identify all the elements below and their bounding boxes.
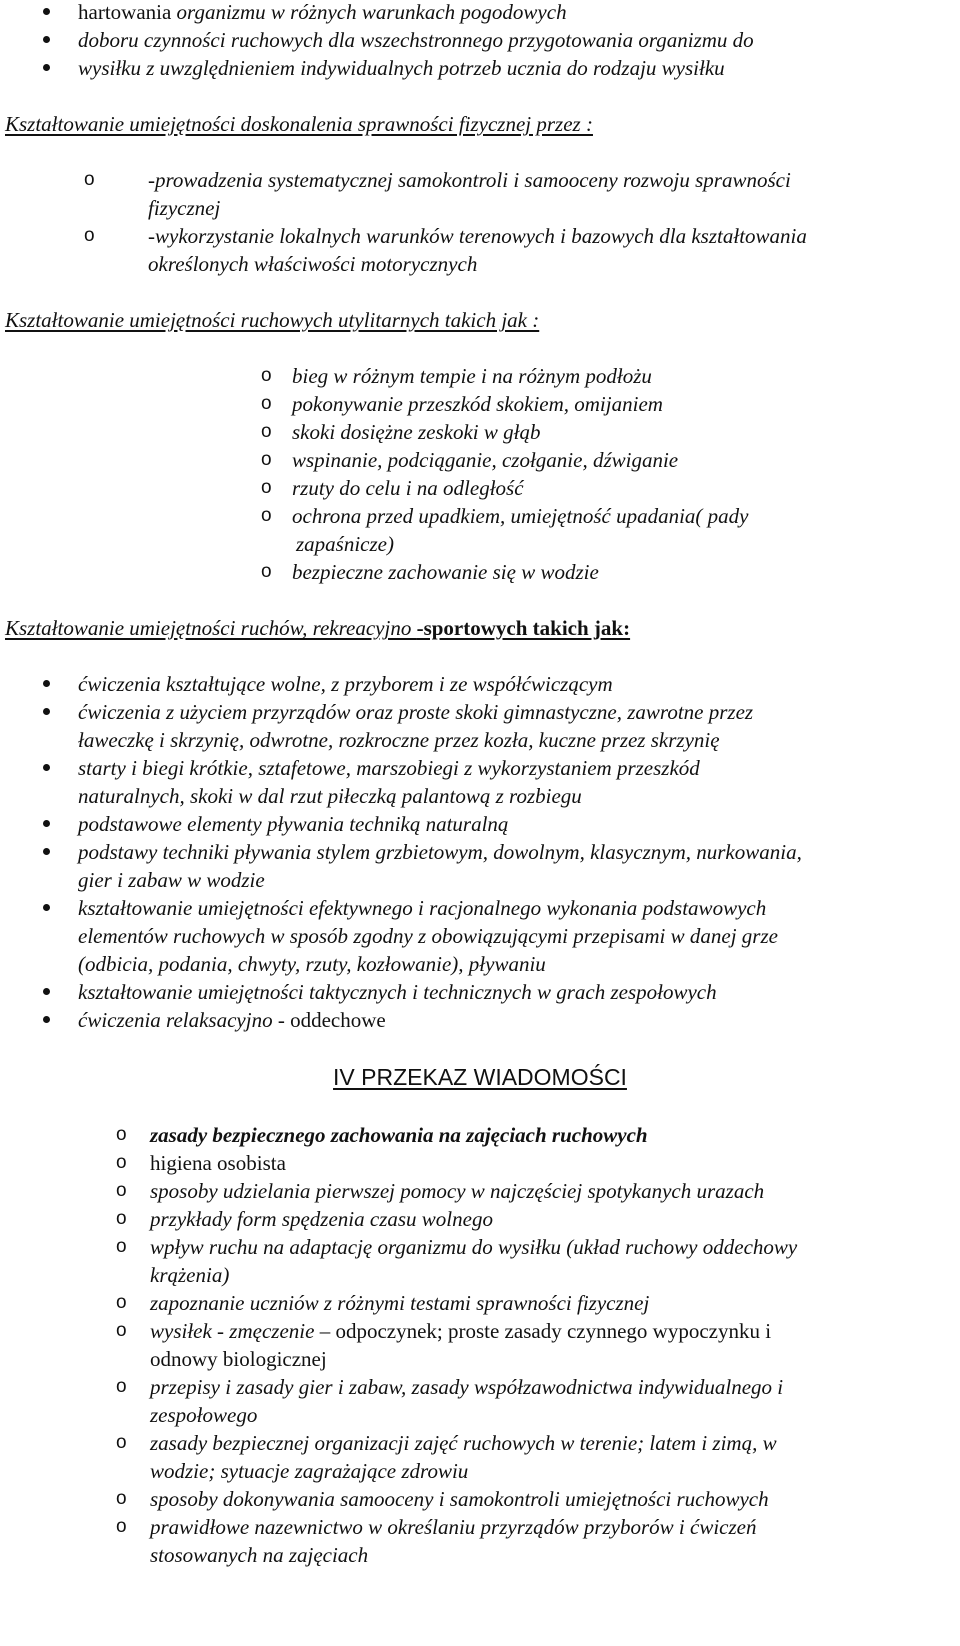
list-item: podstawowe elementy pływania techniką naturalną (78, 812, 509, 836)
circle-marker: o (116, 1180, 127, 1201)
list-item: zapoznanie uczniów z różnymi testami sprawności fizycznej (150, 1291, 650, 1315)
circle-marker: o (261, 449, 272, 470)
list-item-continuation: elementów ruchowych w sposób zgodny z obowiązującymi przepisami w danej grze (78, 924, 778, 948)
circle-marker: o (116, 1236, 127, 1257)
list-item: pokonywanie przeszkód skokiem, omijaniem (292, 392, 663, 416)
section-heading: Kształtowanie umiejętności doskonalenia sprawności fizycznej przez : (5, 112, 593, 136)
list-item: przepisy i zasady gier i zabaw, zasady współzawodnictwa indywidualnego i (150, 1375, 784, 1399)
circle-marker: o (261, 421, 272, 442)
bullet-dot (43, 988, 50, 995)
list-item: ochrona przed upadkiem, umiejętność upadania( pady (292, 504, 749, 528)
bullet-dot (43, 820, 50, 827)
list-item-continuation: stosowanych na zajęciach (150, 1543, 369, 1567)
list-item: zasady bezpiecznego zachowania na zajęciach ruchowych (150, 1123, 648, 1147)
circle-marker: o (261, 365, 272, 386)
list-item: ćwiczenia relaksacyjno - oddechowe (78, 1008, 386, 1032)
list-item: kształtowanie umiejętności efektywnego i racjonalnego wykonania podstawowych (78, 896, 767, 920)
list-item: -wykorzystanie lokalnych warunków terenowych i bazowych dla kształtowania (148, 224, 807, 248)
bullet-dot (43, 680, 50, 687)
circle-marker: o (116, 1432, 127, 1453)
circle-marker: o (116, 1152, 127, 1173)
list-item: higiena osobista (150, 1151, 286, 1175)
circle-marker: o (261, 505, 272, 526)
bullet-dot (43, 64, 50, 71)
list-item: zasady bezpiecznej organizacji zajęć ruchowych w terenie; latem i zimą, w (150, 1431, 777, 1455)
bullet-dot (43, 8, 50, 15)
bullet-dot (43, 904, 50, 911)
list-item: przykłady form spędzenia czasu wolnego (150, 1207, 493, 1231)
circle-marker: o (261, 477, 272, 498)
list-item-continuation: odnowy biologicznej (150, 1347, 327, 1371)
list-item-continuation: naturalnych, skoki w dal rzut piłeczką palantową z rozbiegu (78, 784, 582, 808)
list-item-continuation: zapaśnicze) (296, 532, 394, 556)
circle-marker: o (116, 1516, 127, 1537)
list-item: rzuty do celu i na odległość (292, 476, 524, 500)
list-item: starty i biegi krótkie, sztafetowe, marszobiegi z wykorzystaniem przeszkód (78, 756, 700, 780)
list-item-continuation: fizycznej (148, 196, 221, 220)
list-item: hartowania organizmu w różnych warunkach pogodowych (78, 0, 567, 24)
circle-marker: o (116, 1124, 127, 1145)
bullet-dot (43, 708, 50, 715)
list-item-continuation: wodzie; sytuacje zagrażające zdrowiu (150, 1459, 469, 1483)
list-item: skoki dosiężne zeskoki w głąb (292, 420, 541, 444)
list-item-continuation: (odbicia, podania, chwyty, rzuty, kozłowanie), pływaniu (78, 952, 546, 976)
list-item-continuation: krążenia) (150, 1263, 230, 1287)
list-item: doboru czynności ruchowych dla wszechstronnego przygotowania organizmu do (78, 28, 754, 52)
list-item: -prowadzenia systematycznej samokontroli i samooceny rozwoju sprawności (148, 168, 791, 192)
list-item: sposoby udzielania pierwszej pomocy w najczęściej spotykanych urazach (150, 1179, 765, 1203)
list-item: wspinanie, podciąganie, czołganie, dźwiganie (292, 448, 679, 472)
list-item: ćwiczenia z użyciem przyrządów oraz proste skoki gimnastyczne, zawrotne przez (78, 700, 754, 724)
list-item: bezpieczne zachowanie się w wodzie (292, 560, 599, 584)
list-item: prawidłowe nazewnictwo w określaniu przyrządów przyborów i ćwiczeń (150, 1515, 757, 1539)
circle-marker: o (84, 169, 95, 190)
section-heading: Kształtowanie umiejętności ruchów, rekreacyjno -sportowych takich jak: (5, 616, 631, 640)
bullet-dot (43, 36, 50, 43)
section-title: IV PRZEKAZ WIADOMOŚCI (333, 1064, 627, 1090)
circle-marker: o (84, 225, 95, 246)
list-item-continuation: wysiłku z uwzględnieniem indywidualnych potrzeb ucznia do rodzaju wysiłku (78, 56, 725, 80)
circle-marker: o (116, 1376, 127, 1397)
circle-marker: o (116, 1292, 127, 1313)
list-item: wpływ ruchu na adaptację organizmu do wysiłku (układ ruchowy oddechowy (150, 1235, 798, 1259)
list-item-continuation: gier i zabaw w wodzie (78, 868, 265, 892)
list-item: sposoby dokonywania samooceny i samokontroli umiejętności ruchowych (150, 1487, 769, 1511)
list-item-continuation: ławeczkę i skrzynię, odwrotne, rozkroczne przez kozła, kuczne przez skrzynię (78, 728, 720, 752)
circle-marker: o (261, 561, 272, 582)
bullet-dot (43, 848, 50, 855)
circle-marker: o (116, 1488, 127, 1509)
circle-marker: o (261, 393, 272, 414)
list-item: ćwiczenia kształtujące wolne, z przyborem i ze współćwiczącym (78, 672, 613, 696)
bullet-dot (43, 1016, 50, 1023)
list-item: podstawy techniki pływania stylem grzbietowym, dowolnym, klasycznym, nurkowania, (78, 840, 802, 864)
circle-marker: o (116, 1320, 127, 1341)
list-item-continuation: określonych właściwości motorycznych (148, 252, 478, 276)
list-item: kształtowanie umiejętności taktycznych i technicznych w grach zespołowych (78, 980, 717, 1004)
circle-marker: o (116, 1208, 127, 1229)
list-item: wysiłek - zmęczenie – odpoczynek; proste zasady czynnego wypoczynku i (150, 1319, 772, 1343)
list-item: bieg w różnym tempie i na różnym podłożu (292, 364, 652, 388)
list-item-continuation: zespołowego (150, 1403, 258, 1427)
bullet-dot (43, 764, 50, 771)
section-heading: Kształtowanie umiejętności ruchowych utylitarnych takich jak : (5, 308, 540, 332)
